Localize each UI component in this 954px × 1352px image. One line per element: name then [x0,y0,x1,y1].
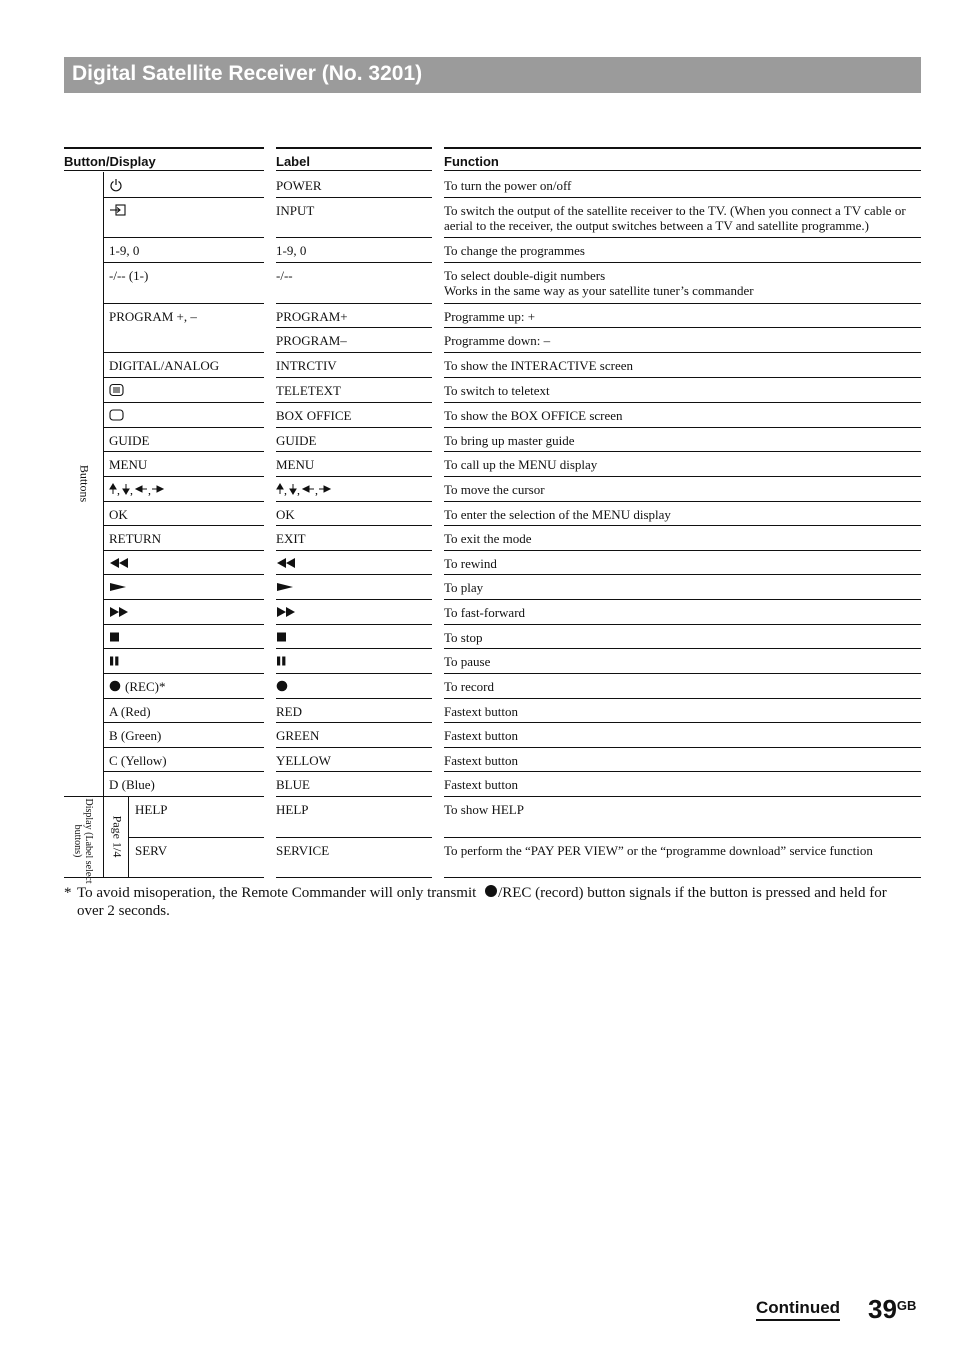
group-label-page: Page 1/4 [110,815,125,858]
row-divider-label-13 [276,525,432,526]
row-25-function [444,843,921,858]
row-2-label [276,243,436,258]
row-divider-button-9 [103,427,264,428]
row-16-function-text: To fast-forward [444,605,526,620]
row-24-label-text: HELP [276,802,309,817]
row-2-label-text: 1-9, 0 [276,243,307,258]
row-14-button [109,556,259,571]
row-divider-function-8 [444,402,921,403]
row-8-label [276,408,436,423]
row-13-function [444,531,921,546]
row-divider-button-10 [103,451,264,452]
row-0-function-text: To turn the power on/off [444,178,572,193]
row-6-button [109,358,259,373]
row-25-label [276,843,436,858]
row-10-button-text: MENU [109,457,148,472]
svg-text:,: , [117,483,120,496]
row-17-function-text: To stop [444,630,483,645]
row-5-function-text: Programme down: – [444,333,551,348]
page-suffix: GB [896,1298,917,1313]
row-divider-label-1 [276,197,432,198]
row-divider-function-23 [444,771,921,772]
row-4-function-text: Programme up: + [444,309,536,324]
row-21-function-text: Fastext button [444,728,519,743]
row-13-label-text: EXIT [276,531,306,546]
row-9-function-text: To bring up master guide [444,433,575,448]
row-2-button [109,243,259,258]
row-divider-function-7 [444,377,921,378]
row-21-label [276,728,436,743]
row-24-function [444,802,921,817]
svg-text:,: , [284,483,287,496]
row-3-function-text: To select double-digit numbers Works in the same way as your satellite tuner’s commander [444,268,754,298]
row-divider-button-25 [128,837,264,838]
row-0-button [109,178,259,193]
row-1-label [276,203,436,218]
rewind-icon [276,556,298,570]
row-18-function-text: To pause [444,654,491,669]
row-divider-button-14 [103,550,264,551]
row-divider-function-16 [444,599,921,600]
row-20-function [444,704,921,719]
record-icon [109,679,122,693]
row-7-label [276,383,436,398]
row-17-function [444,630,921,645]
row-12-label-text: OK [276,507,295,522]
row-18-label [276,654,436,669]
row-22-label-text: YELLOW [276,753,331,768]
row-22-function-text: Fastext button [444,753,519,768]
row-divider-label-7 [276,377,432,378]
footnote-text-start: To avoid misoperation, the Remote Commander will only transmit [77,885,477,901]
row-4-function [444,309,921,324]
page-title: Digital Satellite Receiver (No. 3201) [72,62,423,85]
row-0-label [276,178,436,193]
row-25-button [135,843,285,858]
row-divider-function-21 [444,722,921,723]
power-icon [109,178,123,192]
group-label-buttons: Buttons [77,464,92,503]
row-15-label [276,580,436,595]
row-18-function [444,654,921,669]
row-22-button-text: C (Yellow) [109,753,167,768]
row-divider-function-20 [444,698,921,699]
row-9-label [276,433,436,448]
row-4-label-text: PROGRAM+ [276,309,348,324]
row-13-function-text: To exit the mode [444,531,532,546]
header-function: Function [444,147,921,171]
row-3-button-text: -/-- (1-) [109,268,149,283]
row-divider-label-21 [276,722,432,723]
record-icon [276,679,289,693]
row-divider-function-12 [444,501,921,502]
row-divider-function-14 [444,550,921,551]
row-divider-button-16 [103,599,264,600]
svg-text:,: , [315,483,318,496]
row-divider-label-16 [276,599,432,600]
page-number: $39^{GB}$ [868,1294,917,1324]
record-icon [484,884,498,898]
row-0-label-text: POWER [276,178,322,193]
row-divider-label-12 [276,501,432,502]
row-divider-label-2 [276,237,432,238]
row-21-function [444,728,921,743]
row-divider-button-23 [103,771,264,772]
row-divider-button-1 [103,197,264,198]
row-22-button [109,753,259,768]
row-10-function [444,457,921,472]
display-group-divider [103,796,104,877]
rewind-icon [109,556,131,570]
row-divider-function-19 [444,673,921,674]
row-divider-label-25 [276,837,432,838]
row-8-button [109,408,259,423]
row-divider-function-25 [444,837,921,838]
row-divider-function-10 [444,451,921,452]
row-21-button [109,728,259,743]
row-13-label [276,531,436,546]
pause-icon [276,654,288,668]
row-1-function [444,203,921,233]
row-divider-label-22 [276,747,432,748]
fast-forward-icon [109,605,131,619]
row-divider-button-24 [64,796,264,797]
box-office-icon [109,408,124,422]
row-divider-button-12 [103,501,264,502]
row-divider-function-22 [444,747,921,748]
row-23-function [444,777,921,792]
row-23-button [109,777,259,792]
row-13-button-text: RETURN [109,531,161,546]
row-15-function [444,580,921,595]
row-24-button-text: HELP [135,802,168,817]
row-24-button [135,802,285,817]
teletext-icon [109,383,124,397]
row-20-label [276,704,436,719]
row-1-button [109,203,259,218]
row-divider-label-8 [276,402,432,403]
row-13-button [109,531,259,546]
row-divider-button-2 [103,237,264,238]
row-20-label-text: RED [276,704,302,719]
row-divider-function-13 [444,525,921,526]
row-9-label-text: GUIDE [276,433,317,448]
row-3-button [109,268,259,283]
input-icon [109,203,127,217]
row-8-function-text: To show the BOX OFFICE screen [444,408,623,423]
row-3-function [444,268,921,298]
row-6-button-text: DIGITAL/ANALOG [109,358,220,373]
row-divider-button-22 [103,747,264,748]
row-25-label-text: SERVICE [276,843,330,858]
row-19-function [444,679,921,694]
row-divider-function-18 [444,648,921,649]
row-divider-button-26 [64,877,264,878]
row-23-button-text: D (Blue) [109,777,155,792]
footnote-marker: * [64,885,72,901]
row-divider-label-14 [276,550,432,551]
svg-text:,: , [148,483,151,496]
row-divider-button-4 [103,303,264,304]
pause-icon [109,654,121,668]
play-icon [109,580,127,594]
row-6-function [444,358,921,373]
row-divider-function-6 [444,352,921,353]
header-label: Label [276,147,432,171]
row-25-button-text: SERV [135,843,168,858]
row-21-button-text: B (Green) [109,728,162,743]
row-12-button [109,507,259,522]
row-divider-label-3 [276,262,432,263]
row-12-function [444,507,921,522]
row-14-function [444,556,921,571]
row-divider-label-10 [276,451,432,452]
row-12-label [276,507,436,522]
row-19-button-text: (REC)* [125,679,166,694]
row-divider-function-1 [444,197,921,198]
row-divider-function-24 [444,796,921,797]
row-8-label-text: BOX OFFICE [276,408,352,423]
row-2-button-text: 1-9, 0 [109,243,140,258]
row-divider-function-5 [444,327,921,328]
row-17-button [109,630,259,645]
row-divider-label-24 [276,796,432,797]
row-17-label [276,630,436,645]
row-23-label [276,777,436,792]
row-22-label [276,753,436,768]
row-divider-button-8 [103,402,264,403]
row-2-function [444,243,921,258]
row-20-button [109,704,259,719]
row-7-label-text: TELETEXT [276,383,341,398]
row-divider-label-6 [276,352,432,353]
row-divider-button-13 [103,525,264,526]
row-11-label [276,482,436,497]
row-15-function-text: To play [444,580,484,595]
row-18-button [109,654,259,669]
row-divider-function-15 [444,574,921,575]
play-icon [276,580,294,594]
row-divider-button-18 [103,648,264,649]
footnote-text-end: /REC (record) button signals if the button is pressed and held for over 2 seconds. [77,885,887,919]
stop-icon [109,630,121,644]
row-divider-button-17 [103,624,264,625]
row-14-label [276,556,436,571]
row-5-label [276,333,436,348]
row-10-function-text: To call up the MENU display [444,457,598,472]
row-10-label-text: MENU [276,457,315,472]
header-button-display: Button/Display [64,147,264,171]
row-22-function [444,753,921,768]
row-divider-button-20 [103,698,264,699]
row-16-function [444,605,921,620]
row-divider-function-26 [444,877,921,878]
row-7-function-text: To switch to teletext [444,383,550,398]
group-label-display: Display (Label select buttons) [72,798,94,884]
page-group-divider [128,796,129,877]
row-11-button [109,482,259,497]
row-9-button [109,433,259,448]
row-15-button [109,580,259,595]
row-divider-label-19 [276,673,432,674]
row-5-label-text: PROGRAM– [276,333,347,348]
row-1-label-text: INPUT [276,203,315,218]
row-20-button-text: A (Red) [109,704,151,719]
svg-text:,: , [130,483,133,496]
cursor-arrows-icon [276,482,338,496]
row-4-label [276,309,436,324]
row-12-button-text: OK [109,507,128,522]
row-9-button-text: GUIDE [109,433,150,448]
row-6-label-text: INTRCTIV [276,358,337,373]
row-divider-button-6 [103,352,264,353]
row-divider-button-21 [103,722,264,723]
row-divider-button-19 [103,673,264,674]
buttons-group-divider [103,172,104,796]
row-7-function [444,383,921,398]
row-2-function-text: To change the programmes [444,243,585,258]
row-9-function [444,433,921,448]
row-6-function-text: To show the INTERACTIVE screen [444,358,633,373]
row-divider-label-20 [276,698,432,699]
stop-icon [276,630,288,644]
row-divider-label-26 [276,877,432,878]
row-16-button [109,605,259,620]
row-10-button [109,457,259,472]
continued-label: Continued [756,1298,840,1321]
row-divider-label-18 [276,648,432,649]
row-divider-label-11 [276,476,432,477]
row-divider-function-17 [444,624,921,625]
fast-forward-icon [276,605,298,619]
row-divider-function-9 [444,427,921,428]
row-11-function-text: To move the cursor [444,482,545,497]
row-divider-label-23 [276,771,432,772]
row-divider-label-9 [276,427,432,428]
row-divider-function-3 [444,262,921,263]
row-4-button-text: PROGRAM +, – [109,309,197,324]
row-divider-button-15 [103,574,264,575]
row-3-label-text: -/-- [276,268,293,283]
row-16-label [276,605,436,620]
row-divider-function-11 [444,476,921,477]
row-divider-button-11 [103,476,264,477]
title-bar [64,57,921,93]
row-divider-label-17 [276,624,432,625]
row-7-button [109,383,259,398]
row-4-button [109,309,259,324]
row-divider-button-7 [103,377,264,378]
row-23-function-text: Fastext button [444,777,519,792]
svg-text:,: , [297,483,300,496]
row-14-function-text: To rewind [444,556,497,571]
row-19-function-text: To record [444,679,494,694]
row-20-function-text: Fastext button [444,704,519,719]
row-19-button [109,679,259,694]
row-19-label [276,679,436,694]
row-23-label-text: BLUE [276,777,310,792]
row-6-label [276,358,436,373]
row-divider-label-15 [276,574,432,575]
row-divider-function-4 [444,303,921,304]
row-24-label [276,802,436,817]
row-24-function-text: To show HELP [444,802,524,817]
row-11-function [444,482,921,497]
row-12-function-text: To enter the selection of the MENU display [444,507,671,522]
row-1-function-text: To switch the output of the satellite receiver to the TV. (When you connect a TV cable or aerial to the receiver, the output switches between a TV and satellite programme.) [444,203,906,233]
row-25-function-text: To perform the “PAY PER VIEW” or the “programme download” service function [444,843,873,858]
row-divider-button-3 [103,262,264,263]
row-5-function [444,333,921,348]
row-3-label [276,268,436,283]
row-divider-label-4 [276,303,432,304]
row-divider-function-2 [444,237,921,238]
row-0-function [444,178,921,193]
row-10-label [276,457,436,472]
row-21-label-text: GREEN [276,728,320,743]
row-8-function [444,408,921,423]
row-divider-label-5 [276,327,432,328]
cursor-arrows-icon [109,482,171,496]
